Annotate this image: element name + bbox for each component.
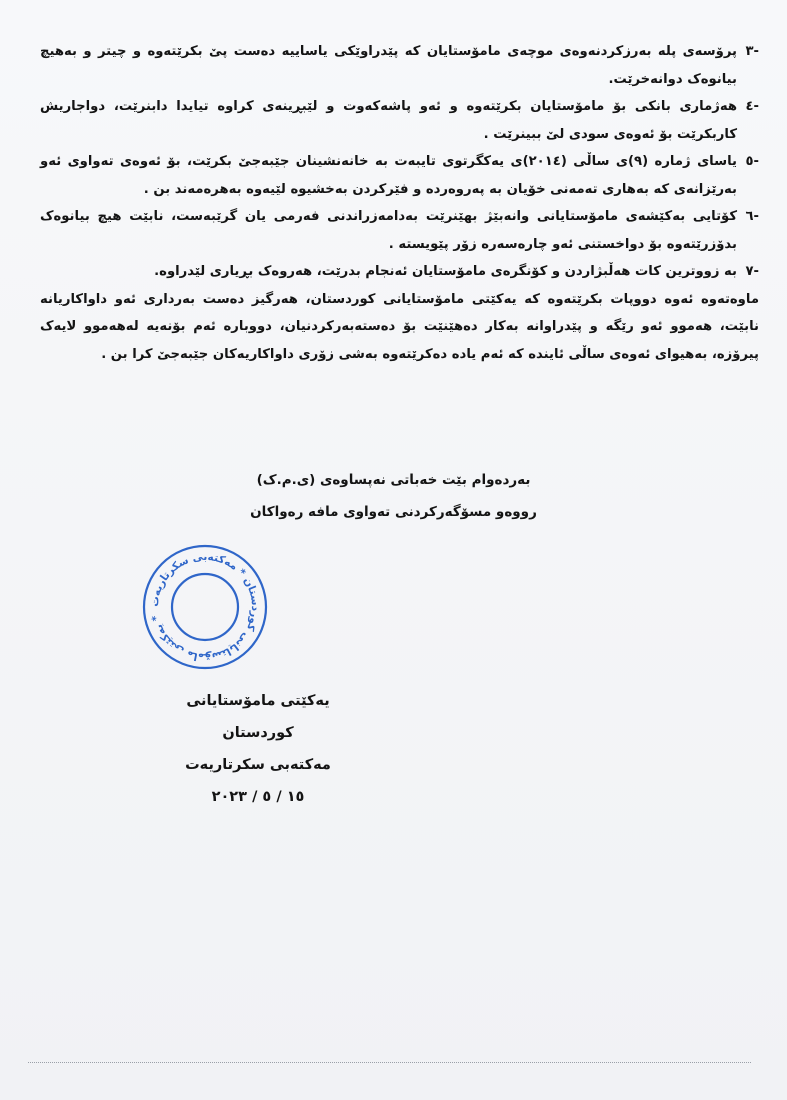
item-text: بە زووترین کات هەڵبژاردن و کۆنگرەی مامۆستایان ئەنجام بدرێت، هەروەک بڕیاری لێدراوە. (154, 264, 737, 279)
signature-org: یەکێتی مامۆستایانی کوردستان (186, 693, 330, 741)
slogan-line-1: بەردەوام بێت خەباتی نەپساوەی (ی.م.ک) (256, 472, 531, 488)
closing-paragraph: ماوەتەوە ئەوە دووپات بکرێتەوە کە یەکێتی مامۆستایانی کوردستان، هەرگیز دەست بەرداری ئەو داواکاریانە نابێت، هەموو ئەو رێگە و پێدراوانە بەکار دەهێنێت بۆ دەستەبەرکردنیان، دووبارە ئەم بۆنەیە لەهەموو لایەک پیرۆزە، بەهیوای ئەوەی ساڵی ئایندە کە ئەم یادە دەکرێتەوە بەشی زۆری داواکاریەکان جێبەجێ کرا بن . (40, 291, 759, 362)
item-number: -٤ (745, 99, 759, 114)
closing-slogan (0, 464, 787, 528)
list-item (40, 258, 759, 286)
item-text: پرۆسەی پلە بەرزکردنەوەی موچەی مامۆستایان کە پێدراوێکی یاساییە دەست پێ بکرێتەوە و چیتر و بەهیچ بیانوەک دوانەخرێت. (40, 44, 737, 87)
item-number: -٣ (745, 44, 759, 59)
item-number: -٥ (745, 154, 759, 169)
signature-date: ١٥ / ٥ / ٢٠٢٣ (211, 789, 305, 805)
footer-divider (28, 1062, 751, 1063)
item-text: یاسای ژمارە (٩)ی ساڵی (٢٠١٤)ی یەکگرتوی تایبەت بە خانەنشینان جێبەجێ بکرێت، بۆ ئەوەی تەواوی ئەو بەرێزانەی کە بەهاری تەمەنی خۆیان بە پەروەردە و فێرکردن بەخشیوە لێیەوە بەهرەمەند بن . (40, 154, 737, 197)
official-stamp (140, 542, 270, 672)
item-text: کۆتایی بەکێشەی مامۆستایانی وانەبێژ بهێنرێت بەدامەزراندنی فەرمی یان گرێبەست، نابێت هیچ بیانوەک بدۆزرێتەوە بۆ دواخستنی ئەو چارەسەرە زۆر پێویستە . (40, 209, 737, 252)
list-item (40, 148, 759, 203)
signature-office: مەکتەبی سکرتاریەت (185, 757, 331, 773)
stamp-text: یەکێتی مامۆستایانی کوردستان * مەکتەبی سکرتاریەت * (148, 550, 262, 664)
stamp-inner-ring (172, 574, 238, 640)
item-number: -٧ (745, 264, 759, 279)
signature-block (178, 685, 338, 813)
stamp-outer-ring (144, 546, 266, 668)
list-item (40, 38, 759, 93)
item-text: هەژماری بانکی بۆ مامۆستایان بکرێتەوە و ئەو پاشەکەوت و لێبڕینەی کراوە تیایدا دابنرێت، دواجاریش کاربکرێت بۆ ئەوەی سودی لێ ببینرێت . (40, 99, 737, 142)
item-number: -٦ (745, 209, 759, 224)
document-body (40, 38, 759, 368)
slogan-line-2: رووەو مسۆگەرکردنی تەواوی مافە رەواکان (250, 504, 537, 520)
list-item (40, 203, 759, 258)
list-item (40, 93, 759, 148)
